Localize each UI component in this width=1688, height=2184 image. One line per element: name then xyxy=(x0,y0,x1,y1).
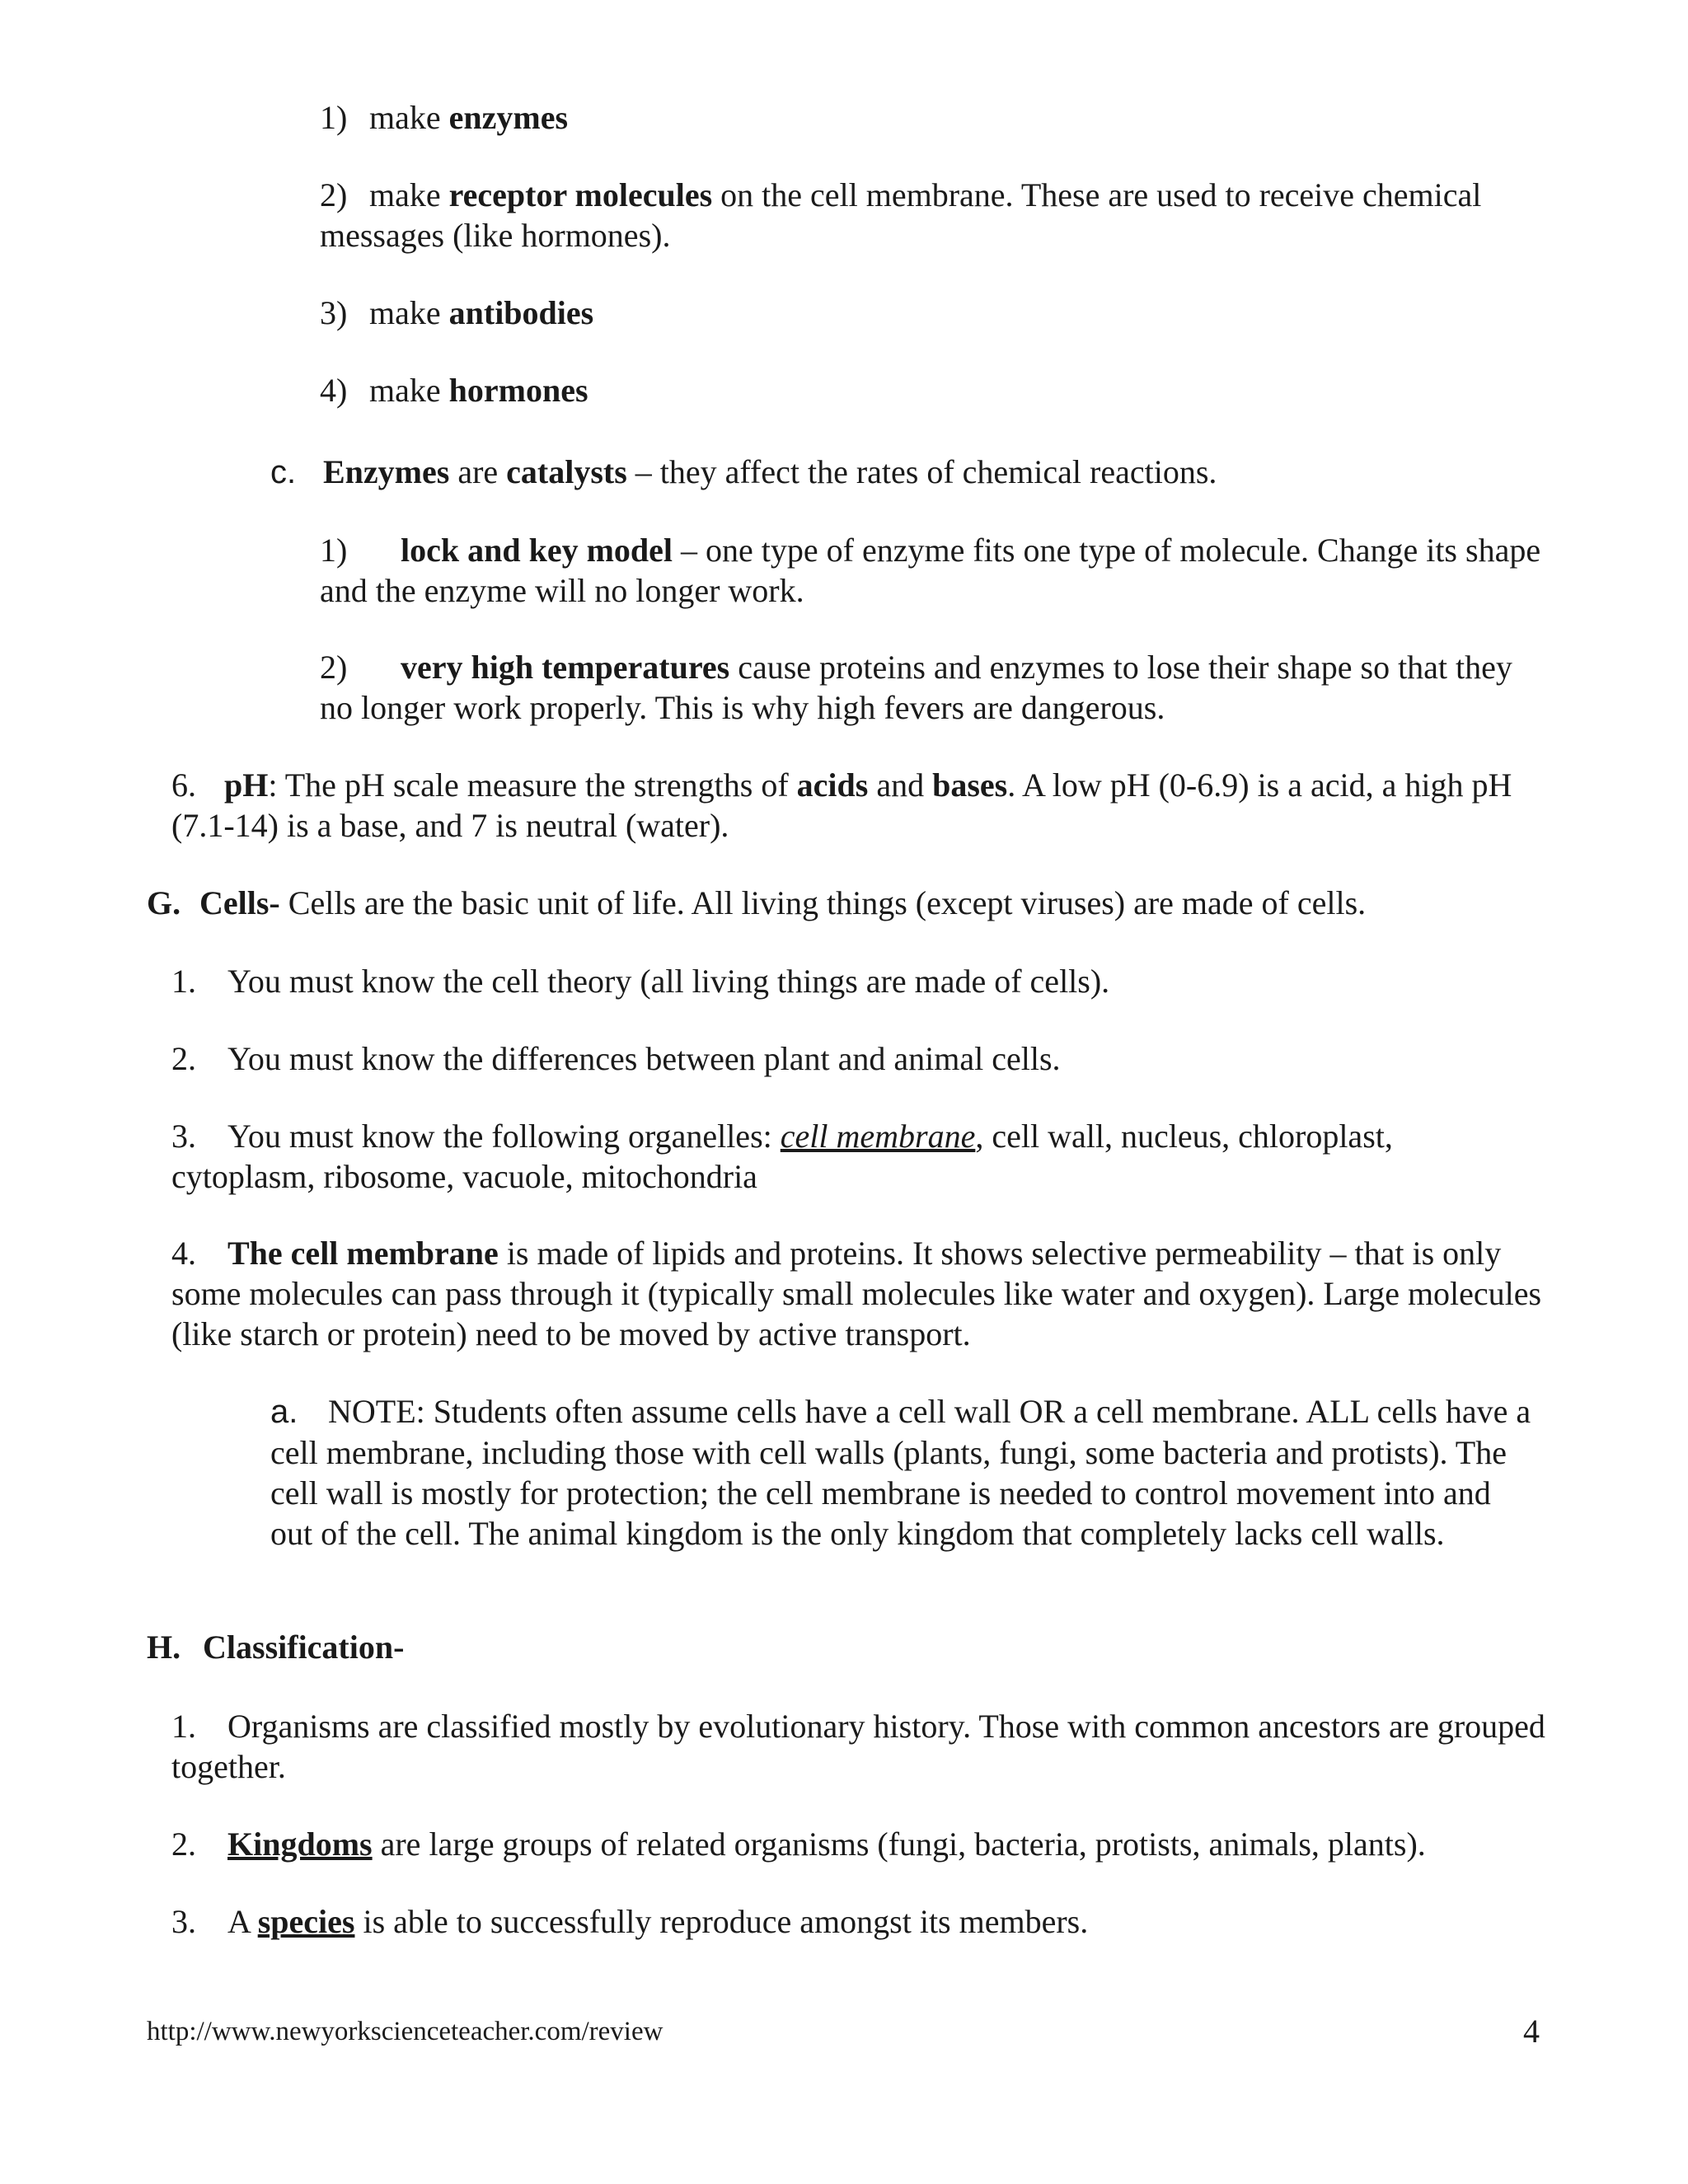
species-term: species xyxy=(257,1903,355,1940)
list-item: c. Enzymes are catalysts – they affect the rates of chemical reactions. xyxy=(270,453,1217,490)
list-item: 4. The cell membrane is made of lipids and proteins. It shows selective permeability – that is only some molecules can pass through it (typically small molecules like water and oxygen). Large molecules (like starch or protein) need to be moved by active transport. xyxy=(171,1235,1542,1352)
section-heading: G. Cells- Cells are the basic unit of life. All living things (except viruses) are made of cells. xyxy=(147,884,1367,921)
section-heading: H. Classification- xyxy=(147,1629,405,1666)
list-item: 2) very high temperatures cause proteins and enzymes to lose their shape so that they no longer work properly. This is why high fevers are dangerous. xyxy=(320,649,1512,726)
list-item: 6. pH: The pH scale measure the strengths of acids and bases. A low pH (0-6.9) is a acid, a high pH (7.1-14) is a base, and 7 is neutral (water). xyxy=(171,766,1512,844)
list-item: 1) lock and key model – one type of enzyme fits one type of molecule. Change its shape and the enzyme will no longer work. xyxy=(320,532,1541,609)
list-item: 2. Kingdoms are large groups of related organisms (fungi, bacteria, protists, animals, plants). xyxy=(171,1825,1426,1863)
kingdoms-term: Kingdoms xyxy=(227,1825,373,1863)
list-item: 3. A species is able to successfully reproduce amongst its members. xyxy=(171,1903,1089,1940)
note-item: a. NOTE: Students often assume cells have a cell wall OR a cell membrane. ALL cells have a cell membrane, including those with cell walls (plants, fungi, some bacteria and protists). The cell wall is mostly for protection; the cell membrane is needed to control movement into and out of the cell. The animal kingdom is the only kingdom that completely lacks cell walls. xyxy=(270,1393,1531,1552)
list-item: 1. You must know the cell theory (all living things are made of cells). xyxy=(171,963,1110,1000)
page-number: 4 xyxy=(1523,2013,1540,2050)
list-item: 3) make antibodies xyxy=(320,294,594,331)
cell-membrane-term: cell membrane xyxy=(780,1118,976,1155)
list-item: 2. You must know the differences between plant and animal cells. xyxy=(171,1040,1061,1077)
list-item: 1) make enzymes xyxy=(320,99,569,136)
footer-url: http://www.newyorkscienceteacher.com/review xyxy=(147,2017,663,2046)
list-item: 3. You must know the following organelles: cell membrane, cell wall, nucleus, chloroplast, cytoplasm, ribosome, vacuole, mitochondria xyxy=(171,1118,1393,1195)
list-item: 4) make hormones xyxy=(320,372,588,409)
list-item: 1. Organisms are classified mostly by evolutionary history. Those with common ancestors are grouped together. xyxy=(171,1708,1545,1785)
list-item: 2) make receptor molecules on the cell membrane. These are used to receive chemical messages (like hormones). xyxy=(320,176,1482,254)
